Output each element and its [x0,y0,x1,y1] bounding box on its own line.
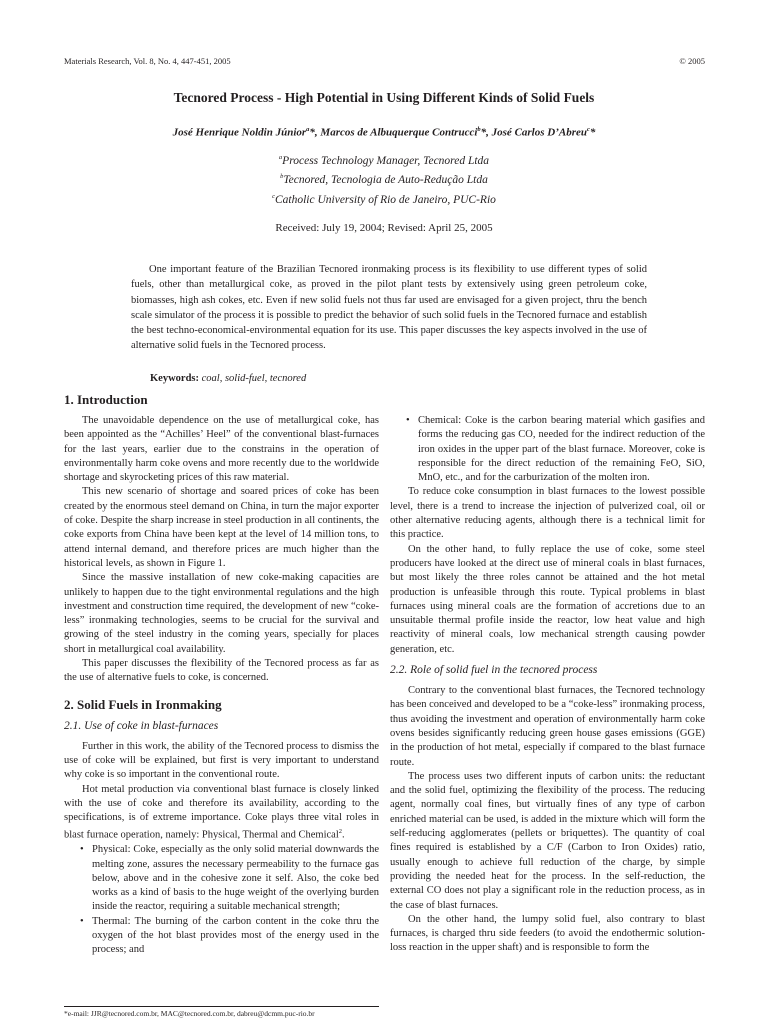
paragraph: This paper discusses the flexibility of the Tecnored process as far as the use of alternative fuels to coke, is concerned. [64,658,379,684]
author-name: Marcos de Albuquerque Contrucci [320,126,478,139]
paragraph: Further in this work, the ability of the Tecnored process to dismiss the use of coke will be explained, but first is very important to understand why coke is so important in the conventional route. [64,740,379,781]
left-column [64,391,379,958]
section-heading: 1. Introduction [64,392,148,407]
affiliation-line: $^a$Process Technology Manager, Tecnored Ltda [278,154,490,167]
keywords-value: coal, solid-fuel, tecnored [201,373,307,384]
author-list: José Henrique Noldin Júnior$^a$*, Marcos de Albuquerque Contrucci$^b$*, José Carlos D’Abreu$^c$* [172,126,596,139]
author-affil-mark: b [477,126,481,133]
bullet-icon: • [406,415,410,426]
affiliation-line: $^c$Catholic University of Rio de Janeiro, PUC-Rio [272,192,496,206]
copyright-notice: © 2005 [679,56,705,66]
author-affil-mark: c [587,126,590,133]
author-affil-mark: a [306,126,310,133]
bullet-icon: • [80,915,84,927]
paragraph: Hot metal production via conventional blast furnace is closely linked with the use of coke and therefore its availability, according to the specifications, is of extreme importance. Coke plays three vital roles in blast furnace operation, namely: Physical, Thermal and Chemical$^2$. [64,783,379,841]
running-header [64,56,705,68]
footnote-email: *e-mail: JJR@tecnored.com.br, MAC@tecnored.com.br, dabreu@dcmm.puc-rio.br [64,1009,315,1018]
paragraph: Since the massive installation of new coke-making capacities are unlikely to happen due to the tight environmental regulations and the high investment and construction time required, the development of new “coke-less” ironmaking technologies, seems to be crucial for the survival and growing of the steel industry in the coming years, specially for places short in metallurgical coal availability. [64,572,379,655]
bullet-icon: • [80,844,84,856]
footnote-rule [64,1006,379,1007]
paper-title: Tecnored Process - High Potential in Using Different Kinds of Solid Fuels [173,90,595,105]
section-heading: 2. Solid Fuels in Ironmaking [64,696,222,712]
affiliation-line: $^b$Tecnored, Tecnologia de Auto-Redução Ltda [280,173,488,187]
paragraph: On the other hand, to fully replace the use of coke, some steel producers have looked at the direct use of mineral coals in blast furnaces, but most likely the three roles cannot be attained and the hot metal production is unfeasible through this route. Typical problems in blast furnaces using mineral coals are the formation of accretions due to an unsuitable thermal profile inside the reactor, low heat value and high reactivity of mineral coals, low mechanical strength causing powder generation, etc. [390,543,705,655]
citation-mark: 2 [338,828,343,836]
right-column [390,414,705,956]
received-dates: Received: July 19, 2004; Revised: April 25, 2005 [275,222,493,234]
bullet-item: • Thermal: The burning of the carbon content in the coke thru the oxygen of the hot blast provides most of the energy used in the process; and [80,915,379,956]
paragraph: The process uses two different inputs of carbon units: the reductant and the solid fuel, optimizing the flexibility of the process. The reducing agent, normally coal fines, but virtually fines of any type of carbon enriched material can be used, is added in the mixture which will form the self-reducing agglomerates (pellets or briquettes). The quantity of coal fines required is established by a C/F (Carbon to Iron Oxides) ratio, usually enough to achieve full reduction of the charge, by simple providing the needed heat for the process. In the self-reduction, the external CO does not play a significant role in the reduction process, as in the case of blast furnaces. [390,770,705,911]
author-name: José Henrique Noldin Júnior [172,126,307,139]
paragraph: On the other hand, the lumpy solid fuel, also contrary to blast furnaces, is charged thru side feeders (to avoid the endothermic solution-loss reaction in the upper shaft) and is responsible to form the [390,913,705,954]
keywords [150,373,306,384]
abstract: One important feature of the Brazilian Tecnored ironmaking process is its flexibility to use different types of solid fuels, other than metallurgical coke, as proved in the pilot plant tests by extensively using green petroleum coke, biomasses, high ash cokes, etc. Even if new solid fuels not thus far used are envisaged for a given project, thru the bench scale simulator of the process it is possible to predict the behavior of such solid fuels in the Tecnored furnace and establish the best techno-economical-environmental equation for its use. This paper discusses the key aspects involved in the use of alternative solid fuels in the Tecnored process. [131,264,647,352]
paragraph: To reduce coke consumption in blast furnaces to the lowest possible level, there is a trend to increase the injection of pulverized coal, oil or other alternative reducing agents, although there is a technical limit for this practice. [390,486,705,541]
paragraph: Contrary to the conventional blast furnaces, the Tecnored technology has been conceived and developed to be a “coke-less” ironmaking process, thus avoiding the investment and operation of environmentally harm coke ovens besides significantly reducing green house gases emissions (GGE) in the production of hot metal, especially if compared to the blast furnace route. [390,685,705,768]
paragraph: This new scenario of shortage and soared prices of coke has been created by the enormous steel demand on China, in turn the major exporter of coke. Despite the sharp increase in steel production in all continents, the coke exports from China have been kept at the level of 14 million tons, to attend internal demand, and therefore prices are much higher than the historical levels, as shown in Figure 1. [64,486,379,569]
subsection-heading: 2.1. Use of coke in blast-furnaces [64,719,219,732]
affiliations [0,150,768,208]
bullet-item: • Physical: Coke, especially as the only solid material downwards the melting zone, assures the necessary permeability to the furnace gas below, above and in the cohesive zone it self. Also, the coke bed works as a kind of basis to the huge weight of the overlying burden inside the reactor, requiring a suitable mechanical strength; [80,844,379,913]
keywords-label: Keywords: [150,373,199,384]
subsection-heading: 2.2. Role of solid fuel in the tecnored process [390,664,598,677]
bullet-item: • Chemical: Coke is the carbon bearing material which gasifies and forms the reducing gas CO, needed for the indirect reduction of the iron oxides in the upper part of the blast furnace. Moreover, coke is responsible for the direct reduction of the remaining FeO, SiO, MnO, etc., and for the carburization of the molten iron. [406,415,705,484]
journal-citation: Materials Research, Vol. 8, No. 4, 447-451, 2005 [64,56,231,66]
author-name: José Carlos D’Abreu [491,126,587,139]
paragraph: The unavoidable dependence on the use of metallurgical coke, has been appointed as the “Achilles’ Heel” of the conventional blast-furnaces for the last years, earlier due to the constrains in the operation of environmentally harm coke ovens and more recently due to the worldwide shortage and skyrocketing prices of this raw material. [64,415,379,484]
